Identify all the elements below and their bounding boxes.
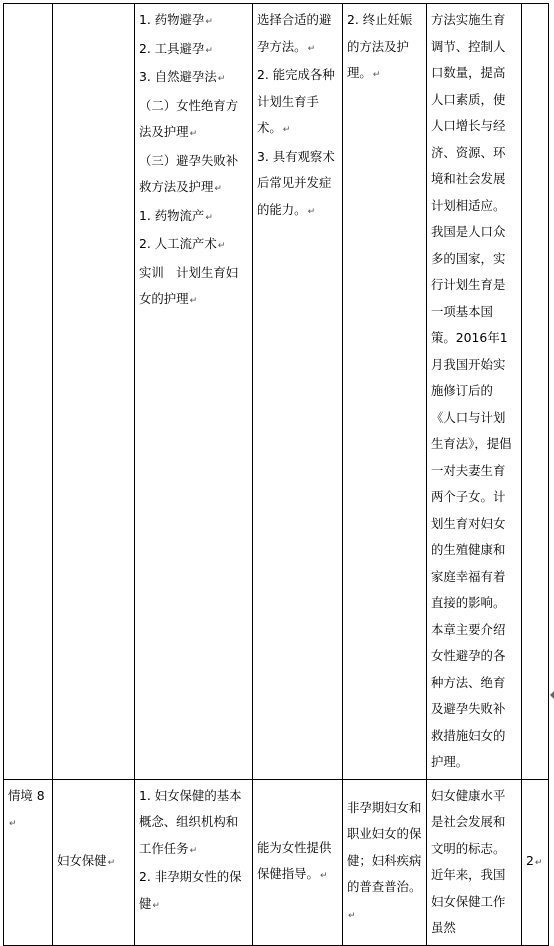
cell-knowledge: 非孕期妇女和职业妇女的保健；妇科疾病的普查普治。↵	[343, 779, 427, 945]
cell-description: 妇女健康水平是社会发展和文明的标志。近年来，我国妇女保健工作虽然	[427, 779, 522, 945]
ability-line: 选择合适的避孕方法。↵	[257, 12, 332, 54]
cell-ability: 能为女性提供保健指导。↵	[253, 779, 343, 945]
cell-knowledge	[343, 4, 427, 780]
content-line: 2. 人工流产术↵	[139, 236, 226, 251]
content-line: 实训 计划生育妇女的护理↵	[139, 264, 239, 306]
content-line: 2. 非孕期女性的保健↵	[139, 869, 242, 911]
cell-description: 方法实施生育调节、控制人口数量，提高人口素质，使人口增长与经济、资源、环境和社会发展计划相适应。我国是人口众多的国家，实行计划生育是一项基本国策。2016年1月我国开始实施修订后的《人口与计划生育法》，提倡一对夫妻生育两个子女。计划生育对妇女的生殖健康和家庭幸福有着直接的影响。本章主要介绍女性避孕的各种方法、绝育及避孕失败补救措施妇女的护理。	[427, 4, 522, 780]
content-line: 2. 工具避孕↵	[139, 40, 213, 56]
content-line: 3. 自然避孕法↵	[139, 69, 226, 84]
cell-topic	[53, 4, 135, 780]
cell-situation: 情境 8↵	[4, 779, 53, 945]
cell-hours	[522, 4, 549, 780]
ability-line: 3. 具有观察术后常见并发症的能力。↵	[257, 148, 335, 217]
table-row	[4, 779, 549, 945]
curriculum-table	[3, 3, 549, 946]
content-line: 1. 药物流产↵	[139, 207, 213, 223]
table-row	[4, 4, 549, 780]
content-line: （二）女性绝育方法及护理↵	[139, 97, 239, 139]
cell-hours: 2↵	[522, 779, 549, 945]
content-line: 1. 药物避孕↵	[139, 12, 213, 27]
cell-content	[135, 779, 253, 945]
cell-ability	[253, 4, 343, 780]
content-line: （三）避孕失败补救方法及护理↵	[139, 152, 239, 194]
cell-situation	[4, 4, 53, 780]
row-end-marker-icon	[550, 691, 554, 699]
knowledge-line: 2. 终止妊娠的方法及护理。↵	[347, 12, 413, 80]
content-line: 1. 妇女保健的基本概念、组织机构和工作任务↵	[139, 787, 242, 856]
cell-content	[135, 4, 253, 780]
cell-topic: 妇女保健↵	[53, 779, 135, 945]
ability-line: 2. 能完成各种计划生育手术。↵	[257, 67, 335, 135]
